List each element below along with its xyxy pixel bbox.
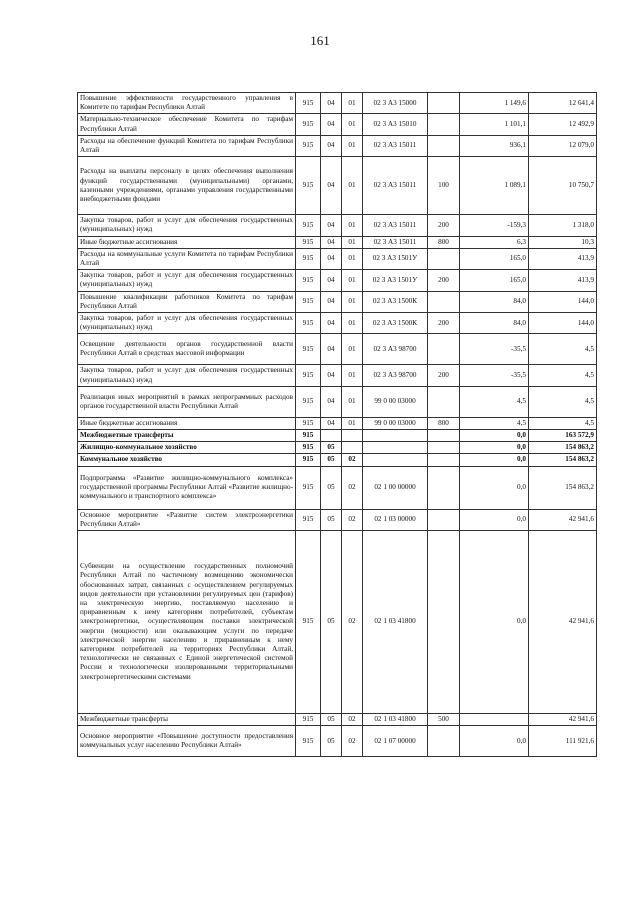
cell-name: Повышение квалификации работников Комитета по тарифам Республики Алтай	[78, 291, 296, 312]
table-row	[78, 270, 597, 291]
cell-name: Повышение эффективности государственного управления в Комитете по тарифам Республики Алтай	[78, 93, 296, 114]
cell-expense-type	[428, 135, 460, 156]
cell-amount-change: 84,0	[460, 313, 529, 334]
table-row	[78, 714, 597, 726]
cell-target-article	[363, 442, 428, 454]
cell-subsection: 01	[342, 417, 363, 429]
cell-amount-change: -35,5	[460, 365, 529, 386]
cell-expense-type: 200	[428, 313, 460, 334]
cell-amount-total: 4,5	[529, 365, 597, 386]
cell-subsection: 01	[342, 334, 363, 365]
cell-amount-change: 165,0	[460, 270, 529, 291]
cell-section: 04	[321, 313, 342, 334]
cell-grbs: 915	[296, 215, 321, 236]
cell-grbs: 915	[296, 334, 321, 365]
cell-grbs: 915	[296, 135, 321, 156]
cell-section: 04	[321, 236, 342, 248]
cell-grbs: 915	[296, 157, 321, 215]
cell-section: 04	[321, 334, 342, 365]
cell-amount-total: 4,5	[529, 334, 597, 365]
cell-grbs: 915	[296, 454, 321, 466]
cell-grbs: 915	[296, 313, 321, 334]
cell-target-article: 02 3 А3 98700	[363, 365, 428, 386]
cell-name: Закупка товаров, работ и услуг для обеспечения государственных (муниципальных) нужд	[78, 313, 296, 334]
cell-section: 05	[321, 531, 342, 714]
cell-name: Закупка товаров, работ и услуг для обеспечения государственных (муниципальных) нужд	[78, 365, 296, 386]
table-row	[78, 430, 597, 442]
cell-target-article: 02 3 А3 1501У	[363, 248, 428, 269]
cell-amount-total: 413,9	[529, 248, 597, 269]
cell-amount-total: 154 863,2	[529, 442, 597, 454]
table-row	[78, 215, 597, 236]
cell-name: Реализация иных мероприятий в рамках непрограммных расходов органов государственной власти Республики Алтай	[78, 386, 296, 417]
cell-amount-change: 0,0	[460, 442, 529, 454]
cell-section: 04	[321, 386, 342, 417]
cell-subsection: 01	[342, 248, 363, 269]
table-row	[78, 466, 597, 509]
cell-subsection: 02	[342, 714, 363, 726]
cell-subsection	[342, 430, 363, 442]
cell-target-article: 99 0 00 03000	[363, 386, 428, 417]
cell-amount-total: 413,9	[529, 270, 597, 291]
cell-subsection: 01	[342, 114, 363, 135]
cell-amount-total: 144,0	[529, 291, 597, 312]
cell-amount-total: 154 863,2	[529, 466, 597, 509]
cell-expense-type	[428, 93, 460, 114]
cell-name: Освещение деятельности органов государственной власти Республики Алтай в средствах массовой информации	[78, 334, 296, 365]
table-row	[78, 114, 597, 135]
cell-target-article: 02 3 А3 15010	[363, 114, 428, 135]
table-row	[78, 313, 597, 334]
cell-name: Основное мероприятие «Развитие систем электроэнергетики Республики Алтай»	[78, 509, 296, 530]
cell-target-article: 02 3 А3 15011	[363, 157, 428, 215]
cell-expense-type	[428, 466, 460, 509]
cell-amount-total: 163 572,9	[529, 430, 597, 442]
cell-target-article: 02 1 07 00000	[363, 726, 428, 757]
table-body	[78, 93, 597, 757]
cell-section: 05	[321, 509, 342, 530]
cell-target-article	[363, 454, 428, 466]
cell-grbs: 915	[296, 365, 321, 386]
cell-subsection: 01	[342, 386, 363, 417]
cell-amount-total: 12 079,0	[529, 135, 597, 156]
cell-target-article: 02 3 А3 98700	[363, 334, 428, 365]
cell-target-article: 02 3 А3 15011	[363, 236, 428, 248]
cell-expense-type: 500	[428, 714, 460, 726]
cell-section: 04	[321, 215, 342, 236]
cell-subsection: 02	[342, 454, 363, 466]
cell-amount-total: 111 921,6	[529, 726, 597, 757]
cell-amount-change: 936,1	[460, 135, 529, 156]
cell-name: Закупка товаров, работ и услуг для обеспечения государственных (муниципальных) нужд	[78, 270, 296, 291]
cell-expense-type: 200	[428, 215, 460, 236]
cell-section: 05	[321, 442, 342, 454]
cell-expense-type	[428, 442, 460, 454]
table-row	[78, 236, 597, 248]
cell-target-article: 02 3 А3 15011	[363, 135, 428, 156]
cell-amount-change: 0,0	[460, 726, 529, 757]
cell-target-article: 02 1 03 41800	[363, 714, 428, 726]
cell-grbs: 915	[296, 531, 321, 714]
cell-amount-change: 84,0	[460, 291, 529, 312]
cell-expense-type	[428, 248, 460, 269]
cell-expense-type	[428, 509, 460, 530]
table-row	[78, 442, 597, 454]
cell-subsection: 01	[342, 313, 363, 334]
cell-subsection: 02	[342, 466, 363, 509]
table-row	[78, 93, 597, 114]
cell-subsection: 02	[342, 509, 363, 530]
cell-subsection: 01	[342, 93, 363, 114]
cell-target-article: 02 1 03 41800	[363, 531, 428, 714]
cell-amount-total: 4,5	[529, 386, 597, 417]
cell-section: 04	[321, 417, 342, 429]
cell-amount-total: 144,0	[529, 313, 597, 334]
page-number: 161	[310, 33, 330, 48]
cell-subsection: 01	[342, 270, 363, 291]
cell-name: Подпрограмма «Развитие жилищно-коммунального комплекса» государственной программы Республики Алтай «Развитие жилищно-коммунального и транспортного комплекса»	[78, 466, 296, 509]
cell-subsection: 01	[342, 215, 363, 236]
cell-grbs: 915	[296, 93, 321, 114]
table-row	[78, 417, 597, 429]
cell-subsection: 01	[342, 135, 363, 156]
cell-amount-change: 1 089,1	[460, 157, 529, 215]
cell-expense-type: 200	[428, 365, 460, 386]
table-row	[78, 365, 597, 386]
cell-amount-total: 12 641,4	[529, 93, 597, 114]
cell-target-article: 02 3 А3 1500К	[363, 313, 428, 334]
cell-target-article: 02 1 00 00000	[363, 466, 428, 509]
budget-table	[77, 92, 597, 757]
cell-target-article: 02 3 А3 1500К	[363, 291, 428, 312]
cell-amount-change	[460, 714, 529, 726]
cell-section	[321, 430, 342, 442]
cell-target-article: 99 0 00 03000	[363, 417, 428, 429]
cell-section: 04	[321, 270, 342, 291]
cell-amount-total: 42 941,6	[529, 531, 597, 714]
cell-grbs: 915	[296, 386, 321, 417]
cell-subsection: 01	[342, 157, 363, 215]
cell-section: 04	[321, 248, 342, 269]
cell-name: Жилищно-коммунальное хозяйство	[78, 442, 296, 454]
cell-amount-change: 6,3	[460, 236, 529, 248]
cell-target-article: 02 1 03 00000	[363, 509, 428, 530]
table-row	[78, 509, 597, 530]
cell-grbs: 915	[296, 114, 321, 135]
cell-amount-total: 10 750,7	[529, 157, 597, 215]
cell-grbs: 915	[296, 714, 321, 726]
table-row	[78, 135, 597, 156]
cell-amount-total: 10,3	[529, 236, 597, 248]
cell-name: Межбюджетные трансферты	[78, 430, 296, 442]
cell-section: 04	[321, 365, 342, 386]
cell-expense-type: 100	[428, 157, 460, 215]
cell-expense-type	[428, 114, 460, 135]
cell-amount-change: 0,0	[460, 430, 529, 442]
cell-amount-change: 4,5	[460, 386, 529, 417]
cell-target-article	[363, 430, 428, 442]
cell-expense-type	[428, 334, 460, 365]
cell-name: Расходы на выплаты персоналу в целях обеспечения выполнения функций государственными (муниципальными) органами, казенными учреждениями, органами управления государственными внебюджетными фондами	[78, 157, 296, 215]
cell-name: Основное мероприятие «Повышение доступности предоставления коммунальных услуг населению Республики Алтай»	[78, 726, 296, 757]
cell-expense-type	[428, 454, 460, 466]
cell-section: 05	[321, 714, 342, 726]
cell-name: Коммунальное хозяйство	[78, 454, 296, 466]
table-row	[78, 386, 597, 417]
cell-amount-change: 0,0	[460, 531, 529, 714]
table-row	[78, 334, 597, 365]
cell-name: Межбюджетные трансферты	[78, 714, 296, 726]
cell-name: Расходы на коммунальные услуги Комитета по тарифам Республики Алтай	[78, 248, 296, 269]
cell-section: 04	[321, 93, 342, 114]
cell-amount-total: 1 318,0	[529, 215, 597, 236]
cell-expense-type: 800	[428, 417, 460, 429]
cell-grbs: 915	[296, 430, 321, 442]
cell-subsection: 01	[342, 236, 363, 248]
cell-subsection	[342, 442, 363, 454]
cell-amount-total: 42 941,6	[529, 509, 597, 530]
cell-amount-change: 0,0	[460, 454, 529, 466]
table-row	[78, 291, 597, 312]
cell-expense-type	[428, 726, 460, 757]
cell-section: 05	[321, 466, 342, 509]
cell-grbs: 915	[296, 466, 321, 509]
cell-amount-total: 42 941,6	[529, 714, 597, 726]
table-row	[78, 157, 597, 215]
cell-grbs: 915	[296, 236, 321, 248]
cell-amount-total: 12 492,9	[529, 114, 597, 135]
table-row	[78, 248, 597, 269]
cell-amount-change: 1 101,1	[460, 114, 529, 135]
cell-section: 04	[321, 291, 342, 312]
cell-section: 04	[321, 135, 342, 156]
cell-amount-change: 0,0	[460, 466, 529, 509]
table-row	[78, 531, 597, 714]
cell-grbs: 915	[296, 291, 321, 312]
cell-subsection: 01	[342, 365, 363, 386]
cell-name: Иные бюджетные ассигнования	[78, 417, 296, 429]
cell-name: Закупка товаров, работ и услуг для обеспечения государственных (муниципальных) нужд	[78, 215, 296, 236]
cell-section: 05	[321, 726, 342, 757]
cell-subsection: 02	[342, 531, 363, 714]
cell-name: Расходы на обеспечение функций Комитета по тарифам Республики Алтай	[78, 135, 296, 156]
cell-grbs: 915	[296, 509, 321, 530]
cell-grbs: 915	[296, 442, 321, 454]
cell-expense-type	[428, 291, 460, 312]
cell-section: 04	[321, 114, 342, 135]
cell-amount-change: 165,0	[460, 248, 529, 269]
cell-section: 05	[321, 454, 342, 466]
cell-subsection: 01	[342, 291, 363, 312]
cell-section: 04	[321, 157, 342, 215]
cell-expense-type	[428, 430, 460, 442]
cell-expense-type	[428, 531, 460, 714]
cell-expense-type	[428, 386, 460, 417]
cell-grbs: 915	[296, 270, 321, 291]
cell-subsection: 02	[342, 726, 363, 757]
cell-name: Субвенции на осуществление государственных полномочий Республики Алтай по частичному возмещению экономически обоснованных затрат, связанных с осуществлением регулируемых видов деятельности при установлении регулируемых цен (тарифов) на электрическую энергию, поставляемую населению и приравненным к нему категориям потребителей, субъектам электроэнергетики, осуществляющим поставки электрической энергии (мощности) или оказывающим услуги по передаче электрической энергии населению и приравненным к нему категориям потребителей на территориях Республики Алтай, технологически не связанных с Единой энергетической системой России и технологически изолированными территориальными электроэнергетическими системами	[78, 531, 296, 714]
table-row	[78, 454, 597, 466]
cell-amount-change: -159,3	[460, 215, 529, 236]
cell-target-article: 02 3 А3 15011	[363, 215, 428, 236]
cell-amount-total: 4,5	[529, 417, 597, 429]
cell-expense-type: 200	[428, 270, 460, 291]
cell-name: Иные бюджетные ассигнования	[78, 236, 296, 248]
cell-name: Материально-техническое обеспечение Комитета по тарифам Республики Алтай	[78, 114, 296, 135]
cell-target-article: 02 3 А3 15000	[363, 93, 428, 114]
cell-amount-change: 1 149,6	[460, 93, 529, 114]
table-row	[78, 726, 597, 757]
cell-grbs: 915	[296, 726, 321, 757]
cell-amount-change: 0,0	[460, 509, 529, 530]
cell-expense-type: 800	[428, 236, 460, 248]
cell-amount-change: 4,5	[460, 417, 529, 429]
cell-target-article: 02 3 А3 1501У	[363, 270, 428, 291]
cell-amount-total: 154 863,2	[529, 454, 597, 466]
cell-amount-change: -35,5	[460, 334, 529, 365]
cell-grbs: 915	[296, 248, 321, 269]
cell-grbs: 915	[296, 417, 321, 429]
